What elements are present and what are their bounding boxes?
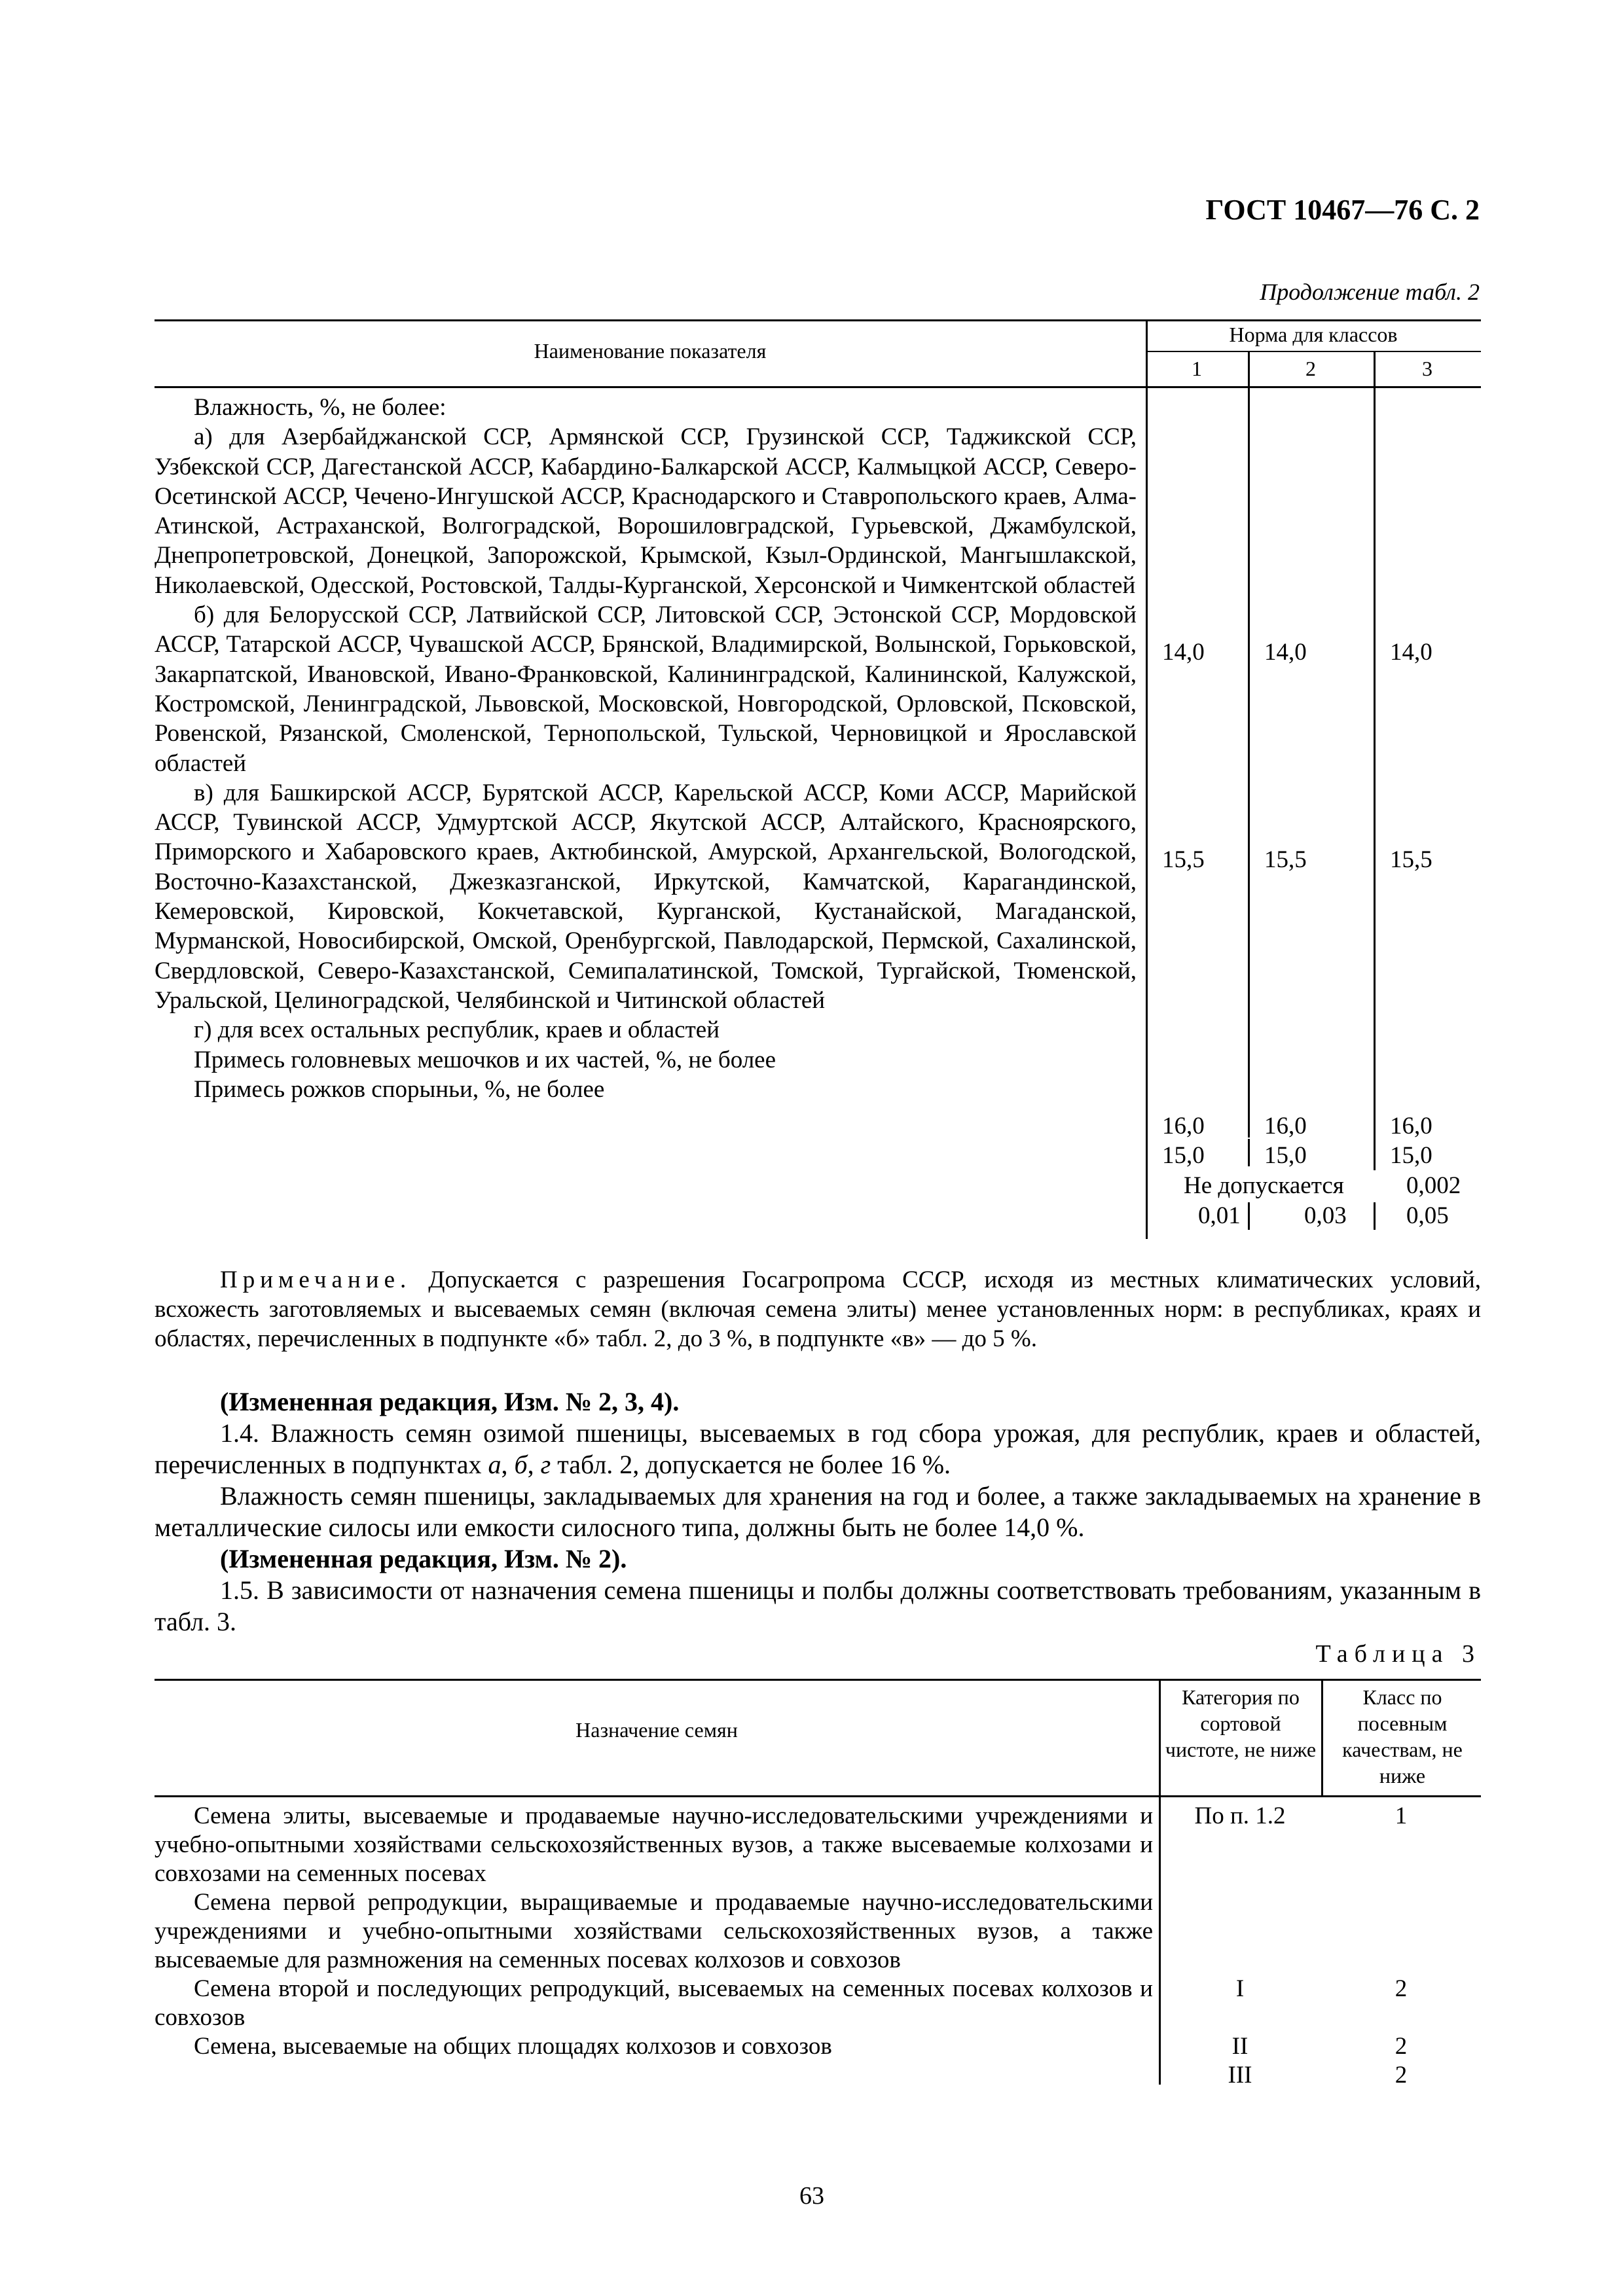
table2-value-v-3: 16,0 — [1390, 1113, 1432, 1139]
amendment-note-2: (Измененная редакция, Изм. № 2). — [220, 1544, 627, 1573]
table2-value-smut-3: 0,002 — [1406, 1172, 1461, 1199]
table3-caption: Таблица 3 — [1315, 1640, 1481, 1668]
table3-cat-second-repro: II — [1231, 2033, 1249, 2060]
table2-vline-2b — [1248, 1139, 1250, 1166]
table2-class-2: 2 — [1305, 357, 1316, 380]
table3-cat-elite: По п. 1.2 — [1194, 1803, 1286, 1829]
table3-col-category: Категория по сортовой чистоте, не ниже — [1165, 1685, 1317, 1761]
table2-row-b: б) для Белорусской ССР, Латвийской ССР, Литовской ССР, Эстонской ССР, Мордовской АССР, Татарской АССР, Чувашской АССР, Брянской, Владимирской, Волынской, Горьковской, Закарпатской, Ивановской, Ивано-Франковской, Калининградской, Калининской, Калужской, Костромской, Ленинградской, Львовской, Московской, Новгородской, Орловской, Псковской, Ровенской, Рязанской, Смоленской, Тернопольской, Тульской, Черновицкой и Ярославской областей — [155, 601, 1137, 777]
table3-row-general: Семена, высеваемые на общих площадях колхозов и совхозов — [194, 2033, 832, 2060]
table2-row-ergot: Примесь рожков спорыньи, %, не более — [194, 1075, 605, 1103]
table2-value-v-1: 16,0 — [1162, 1113, 1205, 1139]
table2-row-v: в) для Башкирской АССР, Бурятской АССР, Карельской АССР, Коми АССР, Марийской АССР, Тувинской АССР, Удмуртской АССР, Якутской АССР, Алтайского, Красноярского, Приморского и Хабаровского краев, Актюбинской, Амурской, Архангельской, Вологодской, Восточно-Казахстанской, Джезказганской, Иркутской, Камчатской, Карагандинской, Кемеровской, Кировской, Кокчетавской, Курганской, Кустанайской, Магаданской, Мурманской, Новосибирской, Омской, Оренбургской, Павлодарской, Пермской, Сахалинской, Свердловской, Северо-Казахстанской, Семипалатинской, Томской, Тургайской, Тюменской, Уральской, Целиноградской, Челябинской и Читинской областей — [155, 779, 1137, 1014]
table2-value-v-2: 16,0 — [1264, 1113, 1307, 1139]
table2-vline-3b — [1374, 1202, 1376, 1230]
table2-top-rule — [155, 319, 1481, 321]
table3-cat-general: III — [1228, 2062, 1252, 2089]
note-label: Примечание. — [220, 1266, 412, 1293]
table2-body — [155, 393, 1137, 1104]
table2-value-g-1: 15,0 — [1162, 1142, 1205, 1169]
table-continuation-label: Продолжение табл. 2 — [1260, 279, 1480, 305]
table2-value-ergot-3: 0,05 — [1406, 1202, 1449, 1229]
table2-value-b-1: 15,5 — [1162, 846, 1205, 873]
paragraph-1-5: 1.5. В зависимости от назначения семена пшеницы и полбы должны соответствовать требованиям, указанным в табл. 3. — [155, 1575, 1481, 1636]
table2-value-b-2: 15,5 — [1264, 846, 1307, 873]
table2-col-norm: Норма для классов — [1229, 323, 1398, 346]
table2-value-g-2: 15,0 — [1264, 1142, 1307, 1169]
table2-norm-divider — [1146, 351, 1481, 352]
table3-vline-1 — [1159, 1679, 1161, 2085]
table3-row-elite: Семена элиты, высеваемые и продаваемые научно-исследовательскими учреждениями и учебно-опытными хозяйствами сельскохозяйственных вузов, а также высеваемые колхозами и совхозами на семенных посевах — [155, 1803, 1153, 1887]
table3-top-rule — [155, 1679, 1481, 1681]
table2-col-name: Наименование показателя — [534, 339, 767, 363]
table2-row-smut: Примесь головневых мешочков и их частей, %, не более — [194, 1046, 776, 1073]
table2-value-smut-span: Не допускается — [1184, 1172, 1344, 1199]
document-header: ГОСТ 10467—76 С. 2 — [1205, 194, 1480, 226]
table2-vline-3 — [1374, 352, 1376, 1170]
table2-vline-1 — [1146, 319, 1148, 1239]
table2-vline-2 — [1248, 352, 1250, 1138]
note-text: Допускается с разрешения Госагропрома СССР, исходя из местных климатических условий, всхожесть заготовляемых и высеваемых семян (включая семена элиты) менее установленных норм: в республиках, краях и областях, перечисленных в подпункте «б» табл. 2, до 3 %, в подпункте «в» — до 5 %. — [155, 1266, 1482, 1352]
table3-class-second-repro: 2 — [1395, 2033, 1408, 2060]
table2-vline-2c — [1248, 1202, 1250, 1230]
table3-class-elite: 1 — [1395, 1803, 1408, 1829]
table3-vline-2 — [1321, 1679, 1323, 1797]
table3-row-second-repro: Семена второй и последующих репродукций, высеваемых на семенных посевах колхозов и совхозов — [155, 1975, 1153, 2031]
table2-value-ergot-2: 0,03 — [1304, 1202, 1347, 1229]
table2-value-b-3: 15,5 — [1390, 846, 1432, 873]
table3-class-first-repro: 2 — [1395, 1975, 1408, 2002]
table2-row-g: г) для всех остальных республик, краев и областей — [194, 1016, 720, 1044]
paragraph-1-4: 1.4. Влажность семян озимой пшеницы, высеваемых в год сбора урожая, для республик, краев и областей, перечисленных в подпунктах а, б, г табл. 2, допускается не более 16 %. — [155, 1418, 1481, 1479]
table2-note — [155, 1265, 1481, 1354]
table3-col-purpose: Назначение семян — [575, 1718, 738, 1742]
table2-class-3: 3 — [1422, 357, 1432, 380]
table2-row-a: а) для Азербайджанской ССР, Армянской ССР, Грузинской ССР, Таджикской ССР, Узбекской ССР, Дагестанской АССР, Кабардино-Балкарской АССР, Калмыцкой АССР, Северо-Осетинской АССР, Чечено-Ингушской АССР, Краснодарского и Ставропольского краев, Алма-Атинской, Астраханской, Волгоградской, Ворошиловградской, Гурьевской, Джамбулской, Днепропетровской, Донецкой, Запорожской, Крымской, Кзыл-Ординской, Мангышлакской, Николаевской, Одесской, Ростовской, Талды-Курганской, Херсонской и Чимкентской областей — [155, 423, 1137, 599]
table3-row-first-repro: Семена первой репродукции, выращиваемые и продаваемые научно-исследовательскими учреждениями и учебно-опытными хозяйствами сельскохозяйственных вузов, а также высеваемые для размножения на семенных посевах колхозов и совхозов — [155, 1889, 1153, 1973]
table2-row-moisture: Влажность, %, не более: — [194, 394, 447, 421]
table2-value-a-3: 14,0 — [1390, 639, 1432, 666]
table3-header-rule — [155, 1795, 1481, 1797]
table3-cat-first-repro: I — [1235, 1975, 1245, 2002]
table3-body — [155, 1802, 1153, 2061]
table3-class-general: 2 — [1395, 2062, 1408, 2089]
table2-header-rule — [155, 386, 1481, 388]
amendment-note-1: (Измененная редакция, Изм. № 2, 3, 4). — [220, 1387, 680, 1416]
page-number: 63 — [799, 2182, 824, 2210]
table2-value-a-1: 14,0 — [1162, 639, 1205, 666]
table2-value-ergot-1: 0,01 — [1198, 1202, 1241, 1229]
table3-col-class: Класс по посевным качествам, не ниже — [1342, 1685, 1463, 1787]
paragraph-1-4-storage: Влажность семян пшеницы, закладываемых для хранения на год и более, а также закладываемых на хранение в металлические силосы или емкости силосного типа, должны быть не более 14,0 %. — [155, 1481, 1481, 1542]
table2-value-a-2: 14,0 — [1264, 639, 1307, 666]
table2-class-1: 1 — [1192, 357, 1202, 380]
table2-value-g-3: 15,0 — [1390, 1142, 1432, 1169]
